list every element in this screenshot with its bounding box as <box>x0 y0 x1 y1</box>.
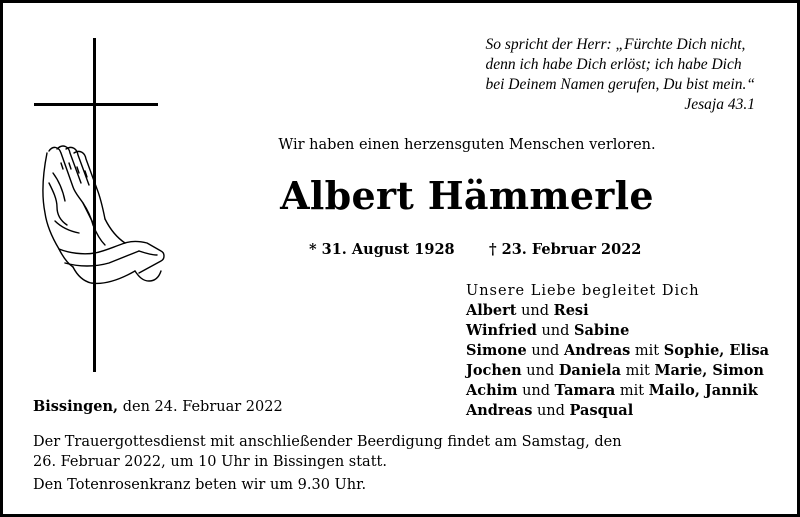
service-line: Der Trauergottesdienst mit anschließender Beerdigung findet am Samstag, den <box>33 434 622 450</box>
praying-hands-icon <box>39 143 169 293</box>
quote-line: denn ich habe Dich erlöst; ich habe Dich <box>485 56 742 73</box>
family-intro: Unsere Liebe begleitet Dich <box>466 283 700 299</box>
family-member-name: Simone <box>466 342 527 359</box>
family-member-name: Andreas <box>466 402 533 419</box>
death-date: † 23. Februar 2022 <box>489 241 642 258</box>
service-line: 26. Februar 2022, um 10 Uhr in Bissingen statt. <box>33 454 387 470</box>
family-member-name: Pasqual <box>569 402 634 419</box>
family-connector: und <box>536 323 575 339</box>
funeral-service-info <box>33 432 622 472</box>
family-row <box>466 361 769 381</box>
family-connector: mit <box>630 343 664 359</box>
family-connector: mit <box>615 383 649 399</box>
family-list <box>466 281 769 421</box>
intro-line: Wir haben einen herzensguten Menschen verloren. <box>278 137 656 153</box>
notice-date: den 24. Februar 2022 <box>118 399 283 415</box>
family-connector: und <box>521 363 559 379</box>
family-member-name: Albert <box>466 302 517 319</box>
quote-reference: Jesaja 43.1 <box>684 96 755 113</box>
place-name: Bissingen, <box>33 398 119 415</box>
place-and-date <box>33 398 283 415</box>
family-row <box>466 301 769 321</box>
family-member-name: Mailo, Jannik <box>648 382 758 399</box>
family-member-name: Achim <box>466 382 518 399</box>
family-connector: und <box>532 403 570 419</box>
birth-date: * 31. August 1928 <box>309 241 455 258</box>
family-row <box>466 341 769 361</box>
family-connector: und <box>526 343 564 359</box>
family-connector: mit <box>621 363 655 379</box>
quote-line: bei Deinem Namen gerufen, Du bist mein.“ <box>485 76 755 93</box>
family-connector: und <box>516 303 554 319</box>
family-member-name: Andreas <box>563 342 631 359</box>
family-row <box>466 321 769 341</box>
rosary-info: Den Totenrosenkranz beten wir um 9.30 Uhr. <box>33 477 367 493</box>
bible-quote <box>486 35 756 115</box>
family-row <box>466 401 769 421</box>
family-member-name: Daniela <box>558 362 622 379</box>
quote-line: So spricht der Herr: „Fürchte Dich nicht, <box>485 36 746 53</box>
deceased-name: Albert Hämmerle <box>280 173 654 218</box>
family-member-name: Winfried <box>466 322 537 339</box>
family-member-name: Marie, Simon <box>654 362 764 379</box>
family-member-name: Jochen <box>466 362 522 379</box>
family-row <box>466 381 769 401</box>
cross-icon-horizontal-bar <box>34 103 158 106</box>
family-connector: und <box>517 383 555 399</box>
family-member-name: Sophie, Elisa <box>663 342 770 359</box>
family-member-name: Resi <box>553 302 589 319</box>
family-member-name: Sabine <box>574 322 630 339</box>
family-member-name: Tamara <box>554 382 616 399</box>
